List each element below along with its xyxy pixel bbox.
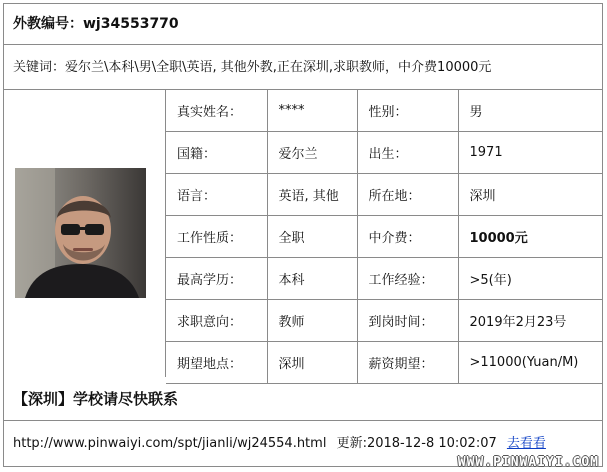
teacher-id-title: 外教编号：wj34553770: [4, 4, 602, 45]
value-nationality: 爱尔兰: [267, 132, 357, 174]
value-start-date: 2019年2月23号: [458, 300, 602, 342]
contact-note: 【深圳】学校请尽快联系: [4, 377, 602, 421]
value-job-intention: 教师: [267, 300, 357, 342]
profile-table: [166, 90, 602, 384]
photo-cell: [4, 90, 166, 377]
label-job-type: 工作性质：: [166, 216, 267, 258]
view-link[interactable]: 去看看: [506, 436, 546, 451]
update-time: 更新:2018-12-8 10:02:07: [336, 436, 497, 451]
table-row: [166, 216, 602, 258]
value-language: 英语, 其他: [267, 174, 357, 216]
value-name: ****: [267, 90, 357, 132]
label-education: 最高学历：: [166, 258, 267, 300]
value-agency-fee: 10000元: [458, 216, 602, 258]
value-birth: 1971: [458, 132, 602, 174]
label-birth: 出生：: [357, 132, 458, 174]
table-row: [166, 300, 602, 342]
value-desired-location: 深圳: [267, 342, 357, 384]
label-nationality: 国籍：: [166, 132, 267, 174]
teacher-photo: [15, 168, 146, 298]
label-agency-fee: 中介费：: [357, 216, 458, 258]
table-row: [166, 174, 602, 216]
keywords-line: 关键词：爱尔兰\本科\男\全职\英语, 其他外教,正在深圳,求职教师，中介费10000元: [4, 45, 602, 90]
value-education: 本科: [267, 258, 357, 300]
label-salary: 薪资期望：: [357, 342, 458, 384]
site-watermark: WWW.PINWAIYI.COM: [457, 455, 599, 470]
table-row: [166, 132, 602, 174]
label-location: 所在地：: [357, 174, 458, 216]
portrait-image: [15, 168, 146, 298]
value-gender: 男: [458, 90, 602, 132]
label-job-intention: 求职意向：: [166, 300, 267, 342]
value-job-type: 全职: [267, 216, 357, 258]
value-location: 深圳: [458, 174, 602, 216]
profile-url: http://www.pinwaiyi.com/spt/jianli/wj24554.html: [13, 436, 327, 451]
label-desired-location: 期望地点：: [166, 342, 267, 384]
resume-card: [3, 3, 603, 467]
table-row: [166, 90, 602, 132]
table-row: [166, 258, 602, 300]
label-experience: 工作经验：: [357, 258, 458, 300]
label-start-date: 到岗时间：: [357, 300, 458, 342]
label-language: 语言：: [166, 174, 267, 216]
value-experience: >5(年): [458, 258, 602, 300]
value-salary: >11000(Yuan/M): [458, 342, 602, 384]
label-name: 真实姓名：: [166, 90, 267, 132]
label-gender: 性别：: [357, 90, 458, 132]
